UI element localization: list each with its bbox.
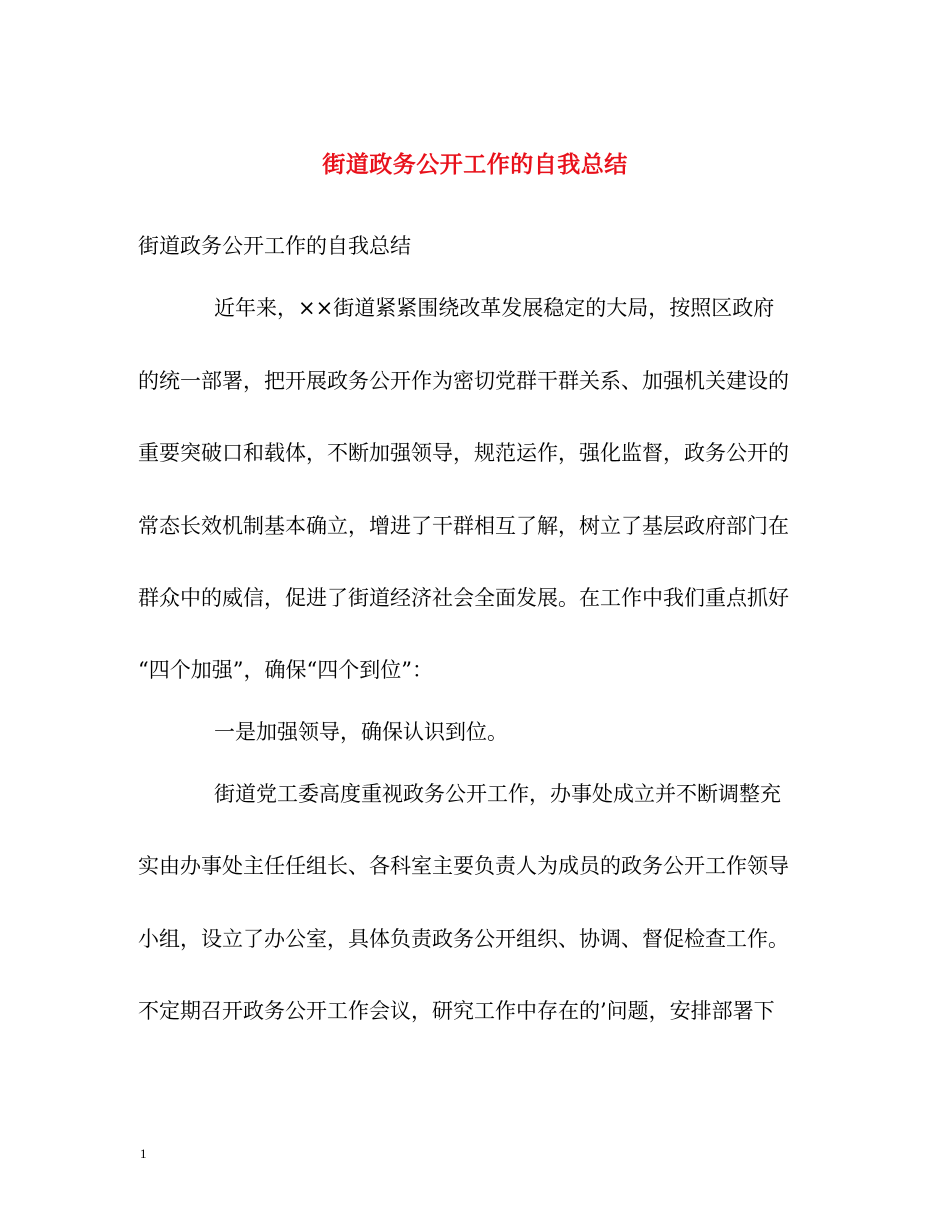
paragraph-line: 的统一部署，把开展政务公开作为密切党群干群关系、加强机关建设的 xyxy=(138,369,789,393)
paragraph-line: 实由办事处主任任组长、各科室主要负责人为成员的政务公开工作领导 xyxy=(138,854,789,878)
document-subtitle: 街道政务公开工作的自我总结 xyxy=(138,234,411,258)
paragraph-line: 群众中的威信，促进了街道经济社会全面发展。在工作中我们重点抓好 xyxy=(138,586,789,610)
paragraph-line: “四个加强”，确保“四个到位”： xyxy=(138,658,433,682)
paragraph-line: 不定期召开政务公开工作会议，研究工作中存在的’问题，安排部署下 xyxy=(138,999,775,1023)
paragraph-line: 街道党工委高度重视政务公开工作，办事处成立并不断调整充 xyxy=(214,782,781,806)
paragraph-line: 常态长效机制基本确立，增进了干群相互了解，树立了基层政府部门在 xyxy=(138,514,789,538)
page-number: 1 xyxy=(140,1146,147,1161)
section-heading: 一是加强领导，确保认识到位。 xyxy=(214,720,508,744)
paragraph-line: 小组，设立了办公室，具体负责政务公开组织、协调、督促检查工作。 xyxy=(138,927,789,951)
document-title: 街道政务公开工作的自我总结 xyxy=(322,151,628,178)
paragraph-line: 近年来，××街道紧紧围绕改革发展稳定的大局，按照区政府 xyxy=(214,296,775,320)
paragraph-line: 重要突破口和载体，不断加强领导，规范运作，强化监督，政务公开的 xyxy=(138,441,789,465)
